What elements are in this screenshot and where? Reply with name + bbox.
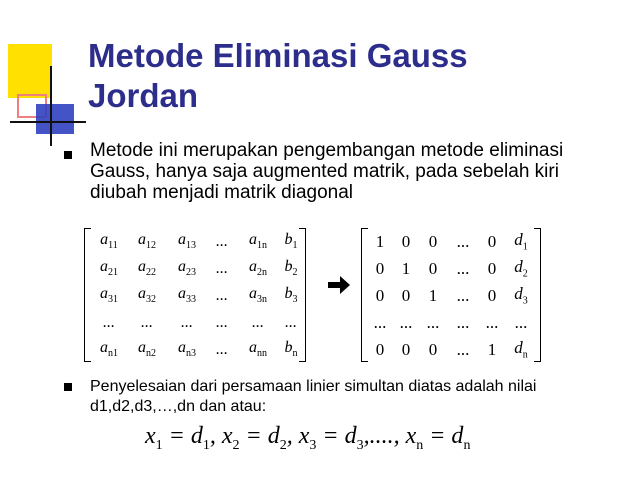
matrix-cell: ...: [456, 339, 470, 359]
matrix-cell: ...: [141, 313, 153, 331]
bullet-2-marker: [64, 377, 72, 391]
decor-horizontal-line: [10, 121, 86, 123]
matrix-cell: $a_{31}$: [100, 285, 118, 306]
matrix-cell: 0: [401, 285, 411, 305]
matrix-cell: 0: [401, 339, 411, 359]
bullet-square-icon: [64, 151, 72, 159]
matrix-cell: 0: [428, 339, 438, 359]
matrix-cell: ...: [252, 313, 264, 331]
decor-vertical-line: [50, 66, 52, 146]
matrix-cell: $d_2$: [514, 257, 528, 280]
decor-blue-square: [36, 104, 74, 134]
matrix-cell: ...: [285, 313, 297, 331]
title-line-1: Metode Eliminasi Gauss: [88, 37, 468, 74]
matrix-cell: 1: [401, 258, 411, 278]
matrix-cell: ...: [514, 312, 528, 332]
matrix-cell: $a_{nn}$: [249, 339, 267, 360]
matrix-cell: $a_{21}$: [100, 258, 118, 279]
matrix-row: [367, 336, 537, 363]
matrix-cell: ...: [216, 286, 228, 304]
matrix-cell: ...: [456, 285, 470, 305]
matrix-cell: ...: [216, 232, 228, 250]
matrix-cell: $a_{n3}$: [178, 339, 196, 360]
matrix-right-table: [367, 228, 537, 363]
matrix-cell: 1: [487, 339, 497, 359]
matrix-cell: 0: [375, 339, 385, 359]
matrix-cell: 1: [375, 231, 385, 251]
matrix-row: [92, 228, 304, 255]
decor-yellow-square: [8, 44, 52, 98]
matrix-row: [367, 282, 537, 309]
matrix-cell: $b_3$: [284, 285, 298, 306]
matrix-row: [367, 228, 537, 255]
matrix-cell: 0: [487, 285, 497, 305]
matrix-cell: ...: [485, 312, 499, 332]
matrix-cell: ...: [426, 312, 440, 332]
matrix-cell: $a_{11}$: [100, 231, 118, 252]
matrix-cell: 0: [487, 231, 497, 251]
matrix-cell: 0: [401, 231, 411, 251]
matrix-cell: 0: [375, 285, 385, 305]
matrix-cell: ...: [216, 313, 228, 331]
matrix-row: [92, 309, 304, 336]
matrix-row: [92, 282, 304, 309]
matrix-cell: $b_n$: [284, 339, 298, 360]
title-line-2: Jordan: [88, 77, 199, 114]
matrix-cell: $a_{22}$: [138, 258, 156, 279]
matrix-left-table: [92, 228, 304, 363]
bullet-square-icon: [64, 383, 72, 391]
matrix-cell: $a_{n1}$: [100, 339, 118, 360]
matrix-cell: $a_{n2}$: [138, 339, 156, 360]
matrix-cell: $a_{2n}$: [249, 258, 267, 279]
solution-equation: $x_1 = d_1$, $x_2 = d_2$, $x_3 = d_3$,...., $x_n = d_n$: [145, 423, 471, 453]
matrix-cell: ...: [103, 313, 115, 331]
matrix-cell: $a_{3n}$: [249, 285, 267, 306]
matrix-row: [92, 255, 304, 282]
matrix-row: [367, 309, 537, 336]
matrix-cell: 0: [487, 258, 497, 278]
matrix-cell: ...: [216, 259, 228, 277]
matrix-cell: 0: [428, 258, 438, 278]
matrix-cell: ...: [181, 313, 193, 331]
slide-title: [88, 36, 608, 116]
matrix-cell: $a_{13}$: [178, 231, 196, 252]
bullet-1-text: Metode ini merupakan pengembangan metode eliminasi Gauss, hanya saja augmented matrik, pada sebelah kiri diubah menjadi matrik diagonal: [90, 140, 564, 203]
matrix-cell: $a_{33}$: [178, 285, 196, 306]
left-bracket: [84, 228, 91, 362]
matrix-cell: ...: [216, 340, 228, 358]
matrix-cell: 0: [375, 258, 385, 278]
matrix-cell: 1: [428, 285, 438, 305]
matrix-cell: ...: [373, 312, 387, 332]
matrix-cell: $a_{1n}$: [249, 231, 267, 252]
matrix-cell: $a_{23}$: [178, 258, 196, 279]
matrix-cell: $d_n$: [514, 338, 528, 361]
matrix-cell: 0: [428, 231, 438, 251]
matrix-row: [92, 336, 304, 363]
matrix-cell: ...: [456, 258, 470, 278]
matrix-cell: ...: [399, 312, 413, 332]
bullet-2-text: Penyelesaian dari persamaan linier simultan diatas adalah nilai d1,d2,d3,…,dn dan atau:: [90, 378, 537, 415]
matrix-cell: $b_2$: [284, 258, 298, 279]
matrix-right: [361, 228, 541, 362]
matrix-cell: $d_3$: [514, 284, 528, 307]
right-arrow-icon: [328, 276, 350, 294]
matrix-cell: $b_1$: [284, 231, 298, 252]
bullet-1-marker: [64, 140, 72, 159]
matrix-cell: $a_{12}$: [138, 231, 156, 252]
matrix-cell: ...: [456, 312, 470, 332]
matrix-left: [84, 228, 306, 362]
matrix-cell: ...: [456, 231, 470, 251]
matrix-row: [367, 255, 537, 282]
matrix-cell: $d_1$: [514, 230, 528, 253]
matrix-cell: $a_{32}$: [138, 285, 156, 306]
